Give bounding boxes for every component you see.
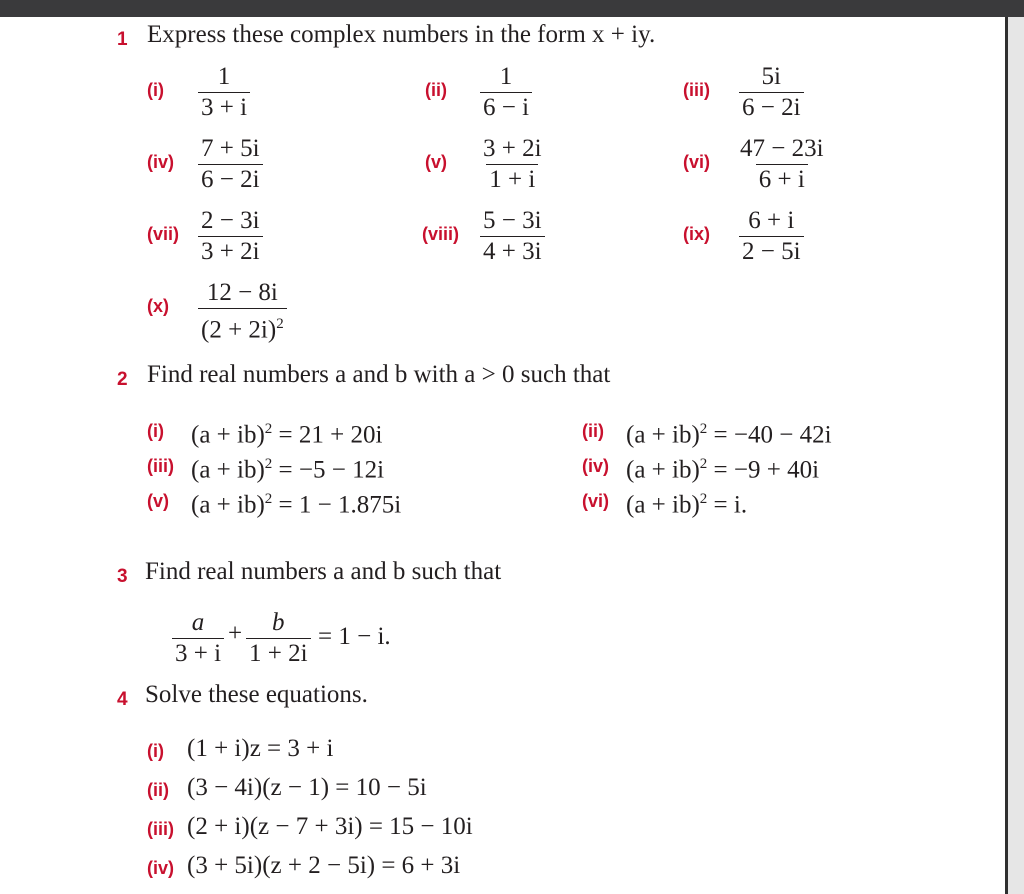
q1-item-8-label: (viii) xyxy=(422,224,460,244)
q1-item-9-fraction xyxy=(739,206,804,267)
question-3-prompt: Find real numbers a and b such that xyxy=(145,558,502,585)
question-2-prompt xyxy=(147,361,610,389)
q2-item-3-lhs: (a + ib) xyxy=(191,456,265,484)
q2-item-6-exp: 2 xyxy=(699,491,708,507)
page-edge-shade xyxy=(1008,17,1024,894)
q1-item-9-label: (ix) xyxy=(683,224,710,244)
q2-item-6-lhs: (a + ib) xyxy=(626,491,700,519)
q4-item-4-label: (iv) xyxy=(147,858,174,878)
question-4-prompt: Solve these equations. xyxy=(145,681,368,708)
q2-item-4-equation xyxy=(626,449,819,485)
q1-item-10-den-exponent: 2 xyxy=(276,316,284,332)
q1-item-7-denominator: 3 + 2i xyxy=(198,236,263,267)
q2-item-1-equation xyxy=(191,414,382,450)
q1-item-6-denominator: 6 + i xyxy=(756,164,808,195)
q2-item-4-exp: 2 xyxy=(699,456,708,472)
q1-item-6-fraction xyxy=(737,134,827,195)
q2-item-1-label: (i) xyxy=(147,421,164,441)
q1-item-8-denominator: 4 + 3i xyxy=(480,236,545,267)
q1-item-1-numerator: 1 xyxy=(217,63,231,90)
q2-item-2-exp: 2 xyxy=(699,421,708,437)
q1-item-4-fraction xyxy=(198,134,263,195)
q4-item-2-equation: (3 − 4i)(z − 1) = 10 − 5i xyxy=(187,774,427,801)
q2-item-1-lhs: (a + ib) xyxy=(191,421,265,449)
q1-item-10-denominator xyxy=(198,308,287,345)
q1-item-3-fraction xyxy=(739,62,804,123)
q1-item-6-numerator: 47 − 23i xyxy=(740,135,824,162)
q1-item-2-fraction xyxy=(480,62,532,123)
q2-item-3-exp: 2 xyxy=(264,456,273,472)
question-2-number: 2 xyxy=(117,369,128,390)
q1-item-2-label: (ii) xyxy=(425,80,447,100)
q2-item-5-lhs: (a + ib) xyxy=(191,491,265,519)
q1-item-7-numerator: 2 − 3i xyxy=(201,207,260,234)
q1-item-7-fraction xyxy=(198,206,263,267)
q2-item-6-rhs: = i. xyxy=(713,491,748,519)
q1-item-10-label: (x) xyxy=(147,296,169,316)
q1-item-5-numerator: 3 + 2i xyxy=(483,135,542,162)
q1-item-5-denominator: 1 + i xyxy=(486,164,538,195)
question-1-number: 1 xyxy=(117,29,128,50)
q2-item-3-label: (iii) xyxy=(147,456,174,476)
q1-item-3-label: (iii) xyxy=(683,80,710,100)
q3-rhs: = 1 − i. xyxy=(318,623,391,650)
q1-item-5-label: (v) xyxy=(425,152,447,172)
q2-item-2-label: (ii) xyxy=(582,421,604,441)
question-1-prompt: Express these complex numbers in the form x + iy. xyxy=(147,21,656,48)
q3-fraction-1 xyxy=(172,608,224,669)
q2-item-4-label: (iv) xyxy=(582,456,609,476)
q1-item-4-label: (iv) xyxy=(147,152,174,172)
q1-item-9-numerator: 6 + i xyxy=(748,207,795,234)
q3-fraction-2-denominator: 1 + 2i xyxy=(246,638,311,669)
q1-item-3-numerator: 5i xyxy=(761,63,781,90)
q4-item-1-equation: (1 + i)z = 3 + i xyxy=(187,735,334,762)
q2-item-2-rhs: = −40 − 42i xyxy=(713,421,832,449)
q2-item-6-label: (vi) xyxy=(582,491,609,511)
q1-item-1-label: (i) xyxy=(147,80,164,100)
q1-item-6-label: (vi) xyxy=(683,152,710,172)
q2-item-3-equation xyxy=(191,449,384,485)
q1-item-10-fraction xyxy=(198,278,287,345)
q1-item-7-label: (vii) xyxy=(147,224,180,244)
q2-item-5-exp: 2 xyxy=(264,491,273,507)
q1-item-9-denominator: 2 − 5i xyxy=(739,236,804,267)
q2-item-2-lhs: (a + ib) xyxy=(626,421,700,449)
q2-item-6-equation xyxy=(626,484,747,520)
q1-item-5-fraction xyxy=(480,134,545,195)
q4-item-3-equation: (2 + i)(z − 7 + 3i) = 15 − 10i xyxy=(187,813,473,840)
q1-item-1-fraction xyxy=(198,62,250,123)
q1-item-8-numerator: 5 − 3i xyxy=(483,207,542,234)
q4-item-1-label: (i) xyxy=(147,741,164,761)
q3-fraction-1-denominator: 3 + i xyxy=(172,638,224,669)
q3-fraction-2-numerator: b xyxy=(272,609,285,636)
q2-item-1-exp: 2 xyxy=(264,421,273,437)
q1-item-3-denominator: 6 − 2i xyxy=(739,92,804,123)
q1-item-10-den-base: (2 + 2i) xyxy=(201,316,277,344)
top-bar xyxy=(0,0,1024,17)
question-3-number: 3 xyxy=(117,566,128,587)
q1-item-2-numerator: 1 xyxy=(499,63,513,90)
q2-item-2-equation xyxy=(626,414,832,450)
q1-item-4-denominator: 6 − 2i xyxy=(198,164,263,195)
q2-item-5-label: (v) xyxy=(147,491,169,511)
q1-item-2-denominator: 6 − i xyxy=(480,92,532,123)
q2-item-4-lhs: (a + ib) xyxy=(626,456,700,484)
q2-item-4-rhs: = −9 + 40i xyxy=(713,456,820,484)
q1-item-10-numerator: 12 − 8i xyxy=(206,279,278,306)
q2-item-3-rhs: = −5 − 12i xyxy=(278,456,385,484)
q4-item-3-label: (iii) xyxy=(147,819,174,839)
q2-item-5-equation xyxy=(191,484,401,520)
q1-item-1-denominator: 3 + i xyxy=(198,92,250,123)
q2-item-1-rhs: = 21 + 20i xyxy=(278,421,383,449)
q1-item-4-numerator: 7 + 5i xyxy=(201,135,260,162)
q2-item-5-rhs: = 1 − 1.875i xyxy=(278,491,402,519)
q3-fraction-1-numerator: a xyxy=(191,609,205,636)
q2-prompt-text: Find real numbers a and b with a > 0 such that xyxy=(147,361,611,388)
q3-plus-sign: + xyxy=(228,620,243,647)
q4-item-4-equation: (3 + 5i)(z + 2 − 5i) = 6 + 3i xyxy=(187,852,461,879)
question-4-number: 4 xyxy=(117,689,128,710)
q1-item-8-fraction xyxy=(480,206,545,267)
q3-fraction-2 xyxy=(246,608,311,669)
q4-item-2-label: (ii) xyxy=(147,780,169,800)
